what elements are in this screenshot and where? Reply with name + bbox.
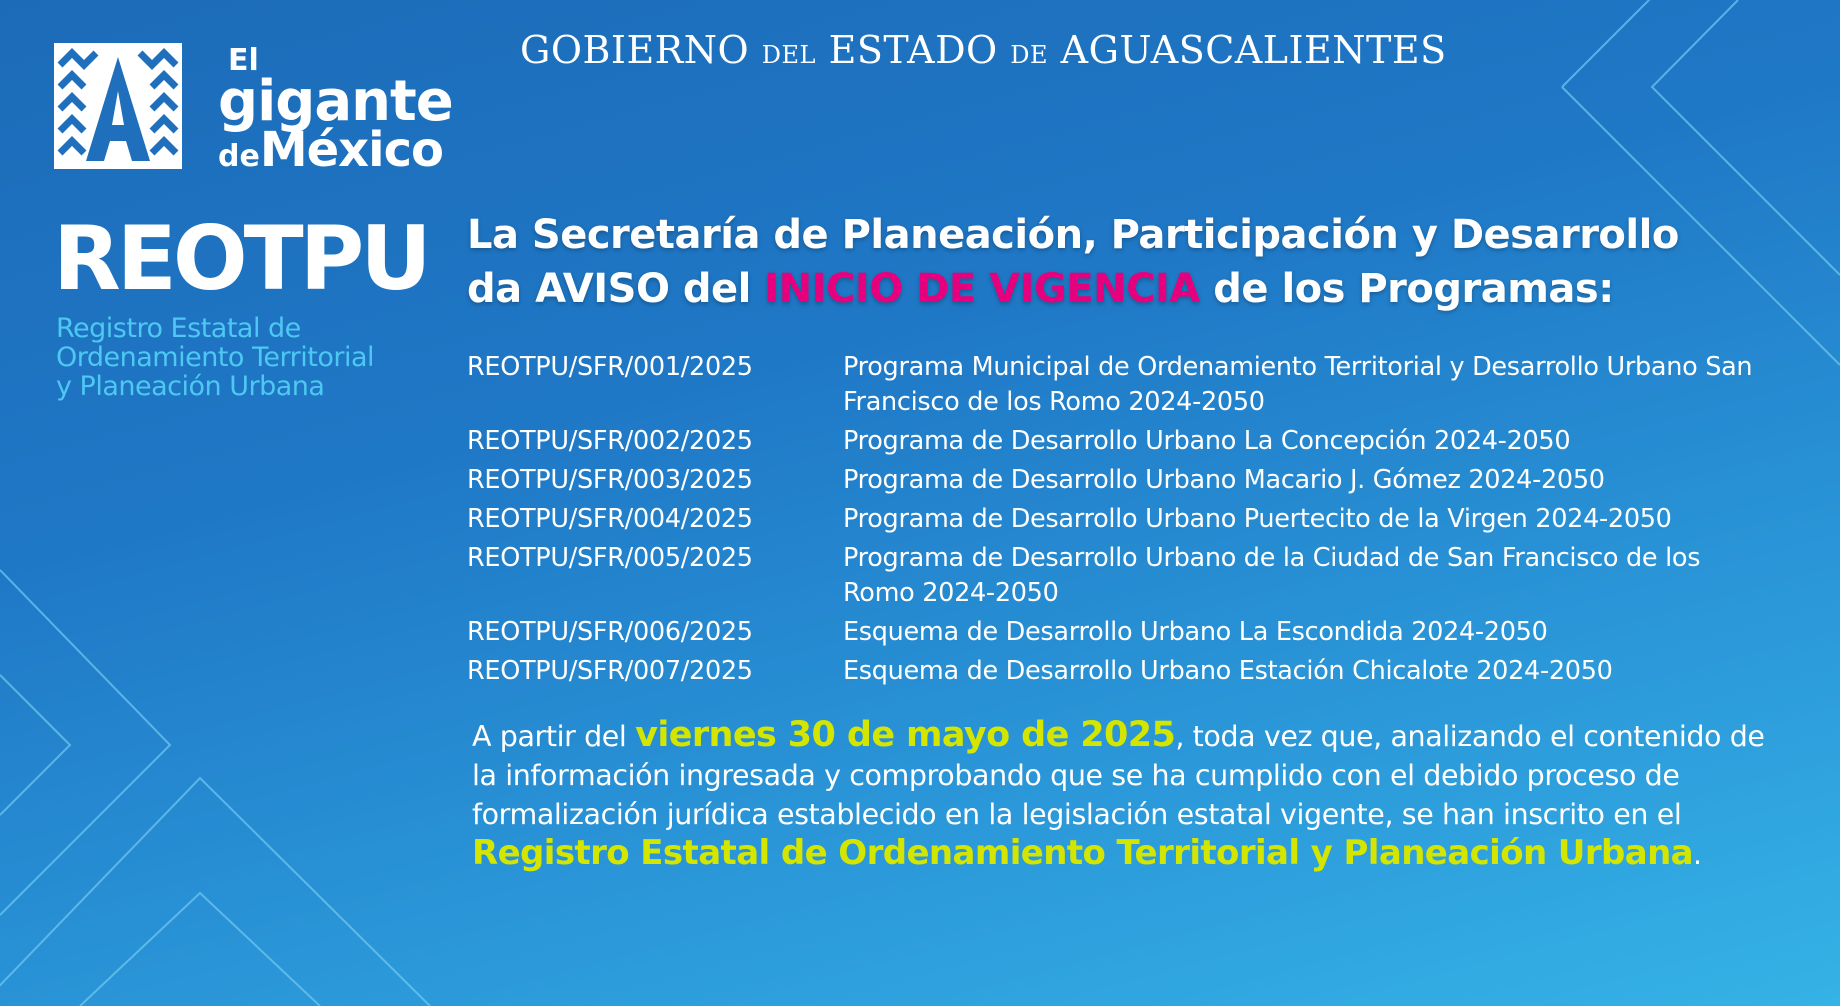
slogan-line-gigante: gigante <box>218 69 453 134</box>
chevron-left-outer <box>0 570 170 915</box>
notice-paragraph <box>472 716 1792 874</box>
heading-da: da <box>467 266 536 312</box>
notice-intro: A partir del <box>472 720 636 753</box>
heading-post: de los Programas: <box>1199 266 1614 312</box>
heading-line-1: La Secretaría de Planeación, Participación y Desarrollo <box>467 212 1679 258</box>
gov-part-de: DE <box>1010 41 1049 69</box>
heading-line-2 <box>467 262 1767 316</box>
list-item <box>467 463 1777 498</box>
effective-date: viernes 30 de mayo de 2025 <box>635 715 1176 755</box>
program-name: Programa de Desarrollo Urbano Macario J. Gómez 2024-2050 <box>843 465 1605 495</box>
heading-highlight: INICIO DE VIGENCIA <box>764 266 1200 312</box>
slogan-line-mexico <box>218 122 453 178</box>
program-name: Programa de Desarrollo Urbano Puertecito de la Virgen 2024-2050 <box>843 504 1672 534</box>
registry-name-line: y Planeación Urbana <box>56 371 325 402</box>
program-code: REOTPU/SFR/001/2025 <box>467 352 753 382</box>
chevron-top-right-inner <box>1562 0 1738 87</box>
program-name: Esquema de Desarrollo Urbano Estación Chicalote 2024-2050 <box>843 656 1613 686</box>
heading-del: del <box>669 266 765 312</box>
gov-part-del: DEL <box>761 41 816 69</box>
slogan-line-el: El <box>228 43 259 78</box>
slogan <box>218 43 453 178</box>
programs-list <box>467 350 1777 693</box>
program-code: REOTPU/SFR/002/2025 <box>467 426 753 456</box>
list-item <box>467 541 1777 611</box>
registry-name-highlight: Registro Estatal de Ordenamiento Territorial y Planeación Urbana <box>472 833 1694 873</box>
heading-aviso: AVISO <box>535 266 670 312</box>
program-code: REOTPU/SFR/005/2025 <box>467 543 753 573</box>
slogan-mexico: México <box>259 122 443 178</box>
gov-part-gobierno: GOBIERNO <box>520 28 750 72</box>
slogan-de: de <box>218 139 260 174</box>
program-code: REOTPU/SFR/003/2025 <box>467 465 753 495</box>
aguascalientes-logo-icon <box>54 43 182 169</box>
program-code: REOTPU/SFR/006/2025 <box>467 617 753 647</box>
registry-acronym: REOTPU <box>53 207 428 310</box>
list-item <box>467 615 1777 650</box>
program-code: REOTPU/SFR/004/2025 <box>467 504 753 534</box>
chevron-left-mid <box>0 675 70 815</box>
registry-full-name <box>56 314 436 401</box>
chevron-bottom-outer <box>0 778 430 1006</box>
list-item <box>467 502 1777 537</box>
program-code: REOTPU/SFR/007/2025 <box>467 656 753 686</box>
registry-name-line: Ordenamiento Territorial <box>56 342 374 373</box>
program-name: Programa Municipal de Ordenamiento Territorial y Desarrollo Urbano San Francisco de los Romo 2024-2050 <box>843 352 1753 417</box>
program-name: Esquema de Desarrollo Urbano La Escondida 2024-2050 <box>843 617 1548 647</box>
notice-end: . <box>1693 838 1702 871</box>
registry-name-line: Registro Estatal de <box>56 313 301 344</box>
notice-heading <box>467 208 1767 316</box>
chevron-bottom-inner <box>80 893 320 1006</box>
program-name: Programa de Desarrollo Urbano de la Ciudad de San Francisco de los Romo 2024-2050 <box>843 543 1701 608</box>
list-item <box>467 350 1777 420</box>
program-name: Programa de Desarrollo Urbano La Concepción 2024-2050 <box>843 426 1571 456</box>
list-item <box>467 654 1777 689</box>
list-item <box>467 424 1777 459</box>
government-title <box>520 28 1447 72</box>
notice-body: , toda vez que, analizando el contenido de la información ingresada y comprobando que se ha cumplido con el debido proceso de formalización jurídica establecido en la legislación estatal vigente, se han inscrito en el <box>472 720 1765 831</box>
gov-part-aguascalientes: AGUASCALIENTES <box>1060 28 1447 72</box>
gov-part-estado: ESTADO <box>828 28 998 72</box>
